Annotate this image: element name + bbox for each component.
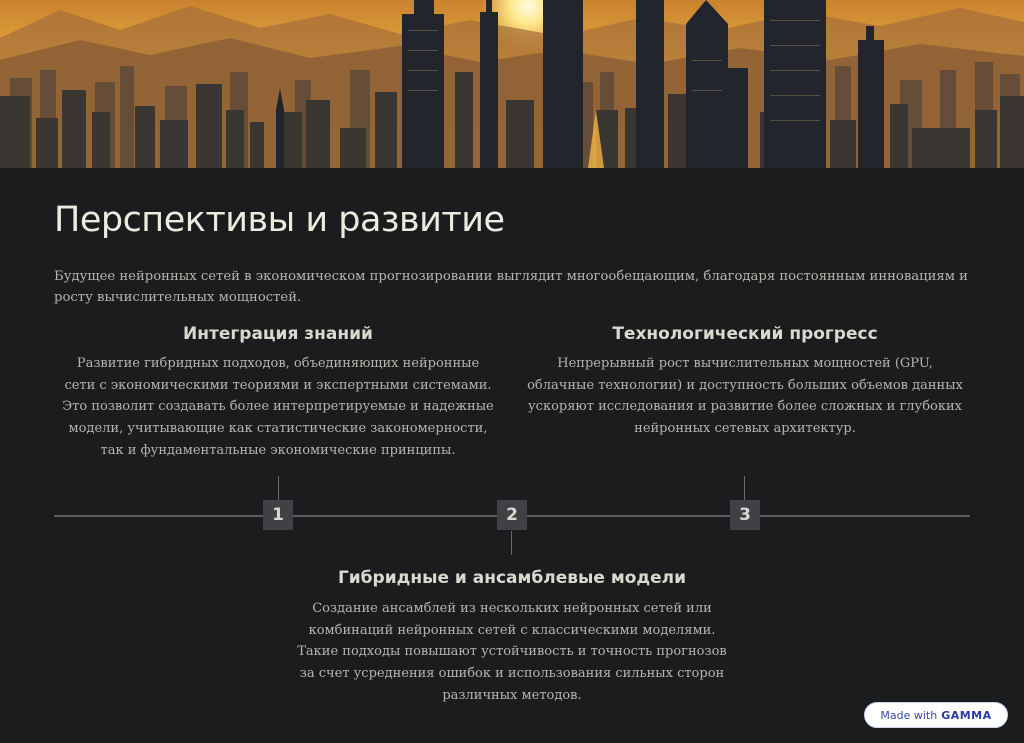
timeline-marker-3: 3 [730, 500, 760, 530]
timeline-marker-2: 2 [497, 500, 527, 530]
page-title: Перспективы и развитие [54, 200, 505, 240]
made-with-gamma-badge[interactable] [864, 702, 1008, 728]
section-knowledge-integration [60, 324, 496, 462]
gamma-logo: GAMMA [941, 708, 992, 722]
timeline-connector-1 [278, 476, 279, 500]
intro-paragraph: Будущее нейронных сетей в экономическом прогнозировании выглядит многообещающим, благодаря постоянным инновациям и росту вычислительных мощностей. [54, 269, 968, 305]
section-hybrid-models [290, 568, 734, 707]
section-text: Непрерывный рост вычислительных мощностей (GPU, облачные технологии) и доступность больших объемов данных ускоряют исследования и развитие более сложных и глубоких нейронных сетевых архитектур. [527, 356, 963, 437]
timeline-connector-3 [744, 476, 745, 500]
section-text: Развитие гибридных подходов, объединяющих нейронные сети с экономическими теориями и экспертными системами. Это позволит создавать более интерпретируемые и надежные модели, учитывающие как статистические закономерности, так и фундаментальные экономические принципы. [62, 356, 494, 458]
section-heading: Гибридные и ансамблевые модели [337, 568, 687, 588]
timeline-marker-1: 1 [263, 500, 293, 530]
section-tech-progress [525, 324, 965, 440]
badge-prefix: Made with [880, 708, 938, 722]
hero-image [0, 0, 1024, 168]
timeline-connector-2 [511, 531, 512, 555]
section-heading: Интеграция знаний [183, 324, 373, 344]
section-heading: Технологический прогресс [612, 324, 878, 344]
city-skyline-image [0, 0, 1024, 168]
section-text: Создание ансамблей из нескольких нейронных сетей или комбинаций нейронных сетей с классическими моделями. Такие подходы повышают устойчивость и точность прогнозов за счет усреднения ошибок и использования сильных сторон различных методов. [297, 601, 727, 703]
